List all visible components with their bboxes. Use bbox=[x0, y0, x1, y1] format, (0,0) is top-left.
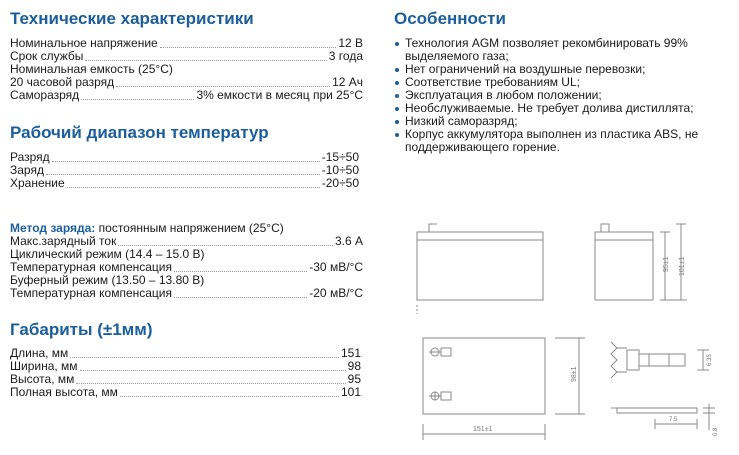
spec-value: 12 Ач bbox=[332, 75, 363, 89]
spec-value: 3% емкости в месяц при 25°C bbox=[196, 88, 363, 102]
height-label: 95±1 bbox=[663, 256, 670, 272]
charge-label: Температурная компенсация bbox=[10, 286, 172, 300]
temp-label: Заряд bbox=[10, 163, 44, 177]
temp-value: -20÷50 bbox=[321, 176, 359, 190]
dim-row bbox=[10, 386, 361, 399]
charge-value: -20 мВ/°C bbox=[309, 286, 363, 300]
feature-item: Соответствие требованиям UL; bbox=[394, 76, 734, 89]
charge-label: Циклический режим (14.4 – 15.0 В) bbox=[10, 247, 205, 261]
temp-value: -15÷50 bbox=[321, 150, 359, 164]
top-view bbox=[423, 338, 585, 440]
feature-item: Корпус аккумулятора выполнен из пластика ABS, не поддерживающего горение. bbox=[394, 128, 734, 154]
spec-label: Саморазряд bbox=[10, 88, 80, 102]
spec-label: Номинальное напряжение bbox=[10, 36, 158, 50]
charge-label: Буферный режим (13.50 – 13.80 В) bbox=[10, 273, 205, 287]
temperature-title: Рабочий диапазон температур bbox=[10, 123, 269, 142]
spec-label: Номинальная емкость (25°C) bbox=[10, 62, 173, 76]
dim-value: 151 bbox=[340, 346, 361, 360]
battery-dimension-drawing bbox=[405, 212, 730, 447]
spec-row bbox=[10, 89, 363, 102]
charge-method-value: постоянным напряжением (25°C) bbox=[98, 221, 284, 235]
temp-value: -10÷50 bbox=[321, 163, 359, 177]
dim-value: 95 bbox=[347, 372, 361, 386]
terminal-detail bbox=[611, 342, 719, 436]
feature-item: Нет ограничений на воздушные перевозки; bbox=[394, 63, 734, 76]
feature-item: Необслуживаемые. Не требует долива дистиллята; bbox=[394, 102, 734, 115]
total-height-label: 101±1 bbox=[679, 256, 686, 276]
charge-row bbox=[10, 287, 363, 300]
dim-value: 98 bbox=[347, 359, 361, 373]
spec-label: Срок службы bbox=[10, 49, 84, 63]
terminal-length-label: 7.5 bbox=[669, 417, 678, 423]
dim-label: Длина, мм bbox=[10, 346, 69, 360]
features-title: Особенности bbox=[394, 9, 506, 28]
charge-label: Макс.зарядный ток bbox=[10, 234, 117, 248]
charge-value: 3.6 А bbox=[334, 234, 363, 248]
dim-value: 101 bbox=[340, 385, 361, 399]
spec-label: 20 часовой разряд bbox=[10, 75, 115, 89]
side-view bbox=[595, 224, 687, 300]
temp-label: Разряд bbox=[10, 150, 50, 164]
spec-value: 3 года bbox=[328, 49, 363, 63]
feature-item: Технология AGM позволяет рекомбинировать 99% выделяемого газа; bbox=[394, 37, 734, 63]
feature-item: Эксплуатация в любом положении; bbox=[394, 89, 734, 102]
terminal-height-label: 0.8 bbox=[713, 427, 719, 436]
length-label: 151±1 bbox=[473, 426, 493, 433]
dimensions-title: Габариты (±1мм) bbox=[10, 320, 153, 339]
features-list bbox=[394, 37, 734, 154]
spec-value: 12 В bbox=[338, 36, 363, 50]
charge-method-label: Метод заряда: bbox=[10, 221, 96, 235]
charge-value: -30 мВ/°C bbox=[309, 260, 363, 274]
dim-label: Полная высота, мм bbox=[10, 385, 118, 399]
terminal-width-label: 6.35 bbox=[707, 354, 713, 366]
width-label: 98±1 bbox=[571, 366, 578, 382]
temp-row bbox=[10, 151, 359, 164]
temp-label: Хранение bbox=[10, 176, 65, 190]
temp-row bbox=[10, 177, 359, 190]
specs-title: Технические характеристики bbox=[10, 9, 254, 28]
charge-label: Температурная компенсация bbox=[10, 260, 172, 274]
dim-label: Ширина, мм bbox=[10, 359, 78, 373]
dim-label: Высота, мм bbox=[10, 372, 75, 386]
front-view bbox=[417, 224, 543, 314]
feature-item: Низкий саморазряд; bbox=[394, 115, 734, 128]
